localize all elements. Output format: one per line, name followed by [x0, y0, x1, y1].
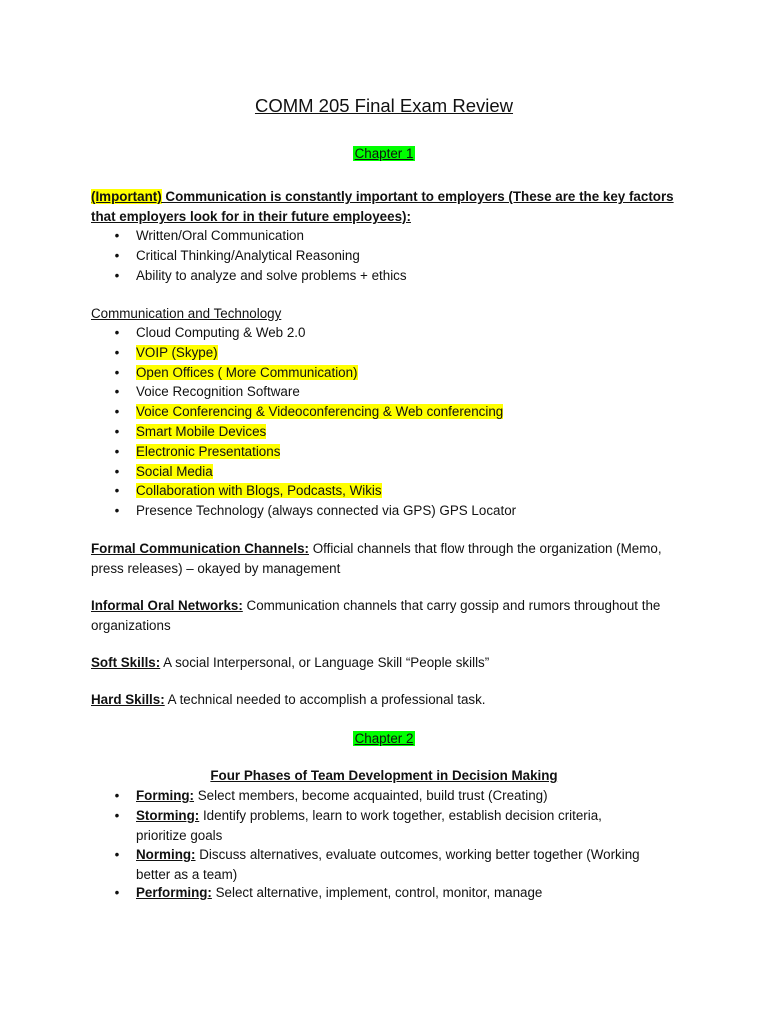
bullet-icon: •	[114, 345, 120, 360]
phase-desc: Select members, become acquainted, build trust (Creating)	[194, 788, 548, 803]
comm-tech-item-text: Voice Recognition Software	[136, 384, 300, 399]
informal-def-1: Communication channels that carry gossip and rumors throughout the	[242, 598, 661, 613]
key-factor-item: Written/Oral Communication	[136, 228, 304, 243]
important-statement-line-2: that employers look for in their future employees):	[91, 209, 411, 224]
chapter-1-label: Chapter 1	[354, 146, 414, 161]
important-tag: (Important)	[91, 189, 162, 204]
comm-tech-item-text: Smart Mobile Devices	[136, 424, 267, 439]
bullet-icon: •	[114, 384, 120, 399]
phases-heading	[0, 766, 768, 786]
phase-term: Performing:	[136, 885, 212, 900]
bullet-icon: •	[114, 464, 120, 479]
formal-channels-definition	[91, 539, 691, 579]
chapter-2-label: Chapter 2	[354, 731, 414, 746]
comm-tech-item	[136, 501, 516, 521]
comm-tech-item-text: Social Media	[136, 464, 213, 479]
bullet-icon: •	[114, 404, 120, 419]
bullet-icon: •	[114, 847, 120, 862]
hard-def: A technical needed to accomplish a professional task.	[164, 692, 486, 707]
phases-heading-text: Four Phases of Team Development in Decision Making	[210, 768, 558, 783]
bullet-icon: •	[114, 248, 120, 263]
comm-tech-item-text: Cloud Computing & Web 2.0	[136, 325, 306, 340]
phase-performing	[136, 883, 676, 903]
comm-tech-item	[136, 481, 382, 501]
bullet-icon: •	[114, 885, 120, 900]
comm-tech-item	[136, 402, 503, 422]
comm-tech-item	[136, 442, 280, 462]
chapter-1-heading	[0, 144, 768, 164]
phase-desc: Select alternative, implement, control, monitor, manage	[211, 885, 543, 900]
phase-desc-cont: prioritize goals	[136, 828, 223, 843]
important-statement-line-1	[91, 187, 674, 207]
phase-term: Storming:	[136, 808, 200, 823]
comm-tech-item-text: Voice Conferencing & Videoconferencing & Web conferencing	[136, 404, 504, 419]
bullet-icon: •	[114, 483, 120, 498]
hard-term: Hard Skills:	[91, 692, 165, 707]
formal-def-2: press releases) – okayed by management	[91, 561, 341, 576]
bullet-icon: •	[114, 268, 120, 283]
chapter-2-heading	[0, 729, 768, 749]
key-factor-item: Critical Thinking/Analytical Reasoning	[136, 248, 360, 263]
bullet-icon: •	[114, 444, 120, 459]
comm-tech-item	[136, 343, 218, 363]
comm-tech-item	[136, 382, 300, 402]
bullet-icon: •	[114, 808, 120, 823]
soft-skills-definition	[91, 653, 691, 673]
comm-tech-item-text: Presence Technology (always connected via GPS) GPS Locator	[136, 503, 517, 518]
phase-desc-cont: better as a team)	[136, 867, 238, 882]
soft-term: Soft Skills:	[91, 655, 161, 670]
comm-tech-item-text: Collaboration with Blogs, Podcasts, Wikis	[136, 483, 382, 498]
comm-tech-item	[136, 323, 305, 343]
comm-tech-item-text: VOIP (Skype)	[136, 345, 218, 360]
phase-forming	[136, 786, 676, 806]
comm-tech-item	[136, 363, 358, 383]
key-factor-item: Ability to analyze and solve problems + ethics	[136, 268, 407, 283]
bullet-icon: •	[114, 424, 120, 439]
bullet-icon: •	[114, 503, 120, 518]
phase-desc: Discuss alternatives, evaluate outcomes, working better together (Working	[195, 847, 640, 862]
comm-tech-item-text: Open Offices ( More Communication)	[136, 365, 358, 380]
phase-norming	[136, 845, 676, 885]
phase-term: Norming:	[136, 847, 196, 862]
important-text-1: Communication is constantly important to employers (These are the key factors	[161, 189, 674, 204]
page-title: COMM 205 Final Exam Review	[254, 95, 514, 116]
bullet-icon: •	[114, 788, 120, 803]
comm-tech-item-text: Electronic Presentations	[136, 444, 281, 459]
soft-def: A social Interpersonal, or Language Skill “People skills”	[160, 655, 490, 670]
phase-desc: Identify problems, learn to work together, establish decision criteria,	[199, 808, 602, 823]
comm-tech-item	[136, 462, 213, 482]
bullet-icon: •	[114, 325, 120, 340]
bullet-icon: •	[114, 228, 120, 243]
informal-term: Informal Oral Networks:	[91, 598, 243, 613]
phase-storming	[136, 806, 676, 846]
informal-networks-definition	[91, 596, 691, 636]
formal-def-1: Official channels that flow through the organization (Memo,	[309, 541, 662, 556]
formal-term: Formal Communication Channels:	[91, 541, 309, 556]
hard-skills-definition	[91, 690, 691, 710]
comm-tech-heading: Communication and Technology	[91, 306, 282, 321]
phase-term: Forming:	[136, 788, 195, 803]
informal-def-2: organizations	[91, 618, 171, 633]
bullet-icon: •	[114, 365, 120, 380]
comm-tech-item	[136, 422, 266, 442]
